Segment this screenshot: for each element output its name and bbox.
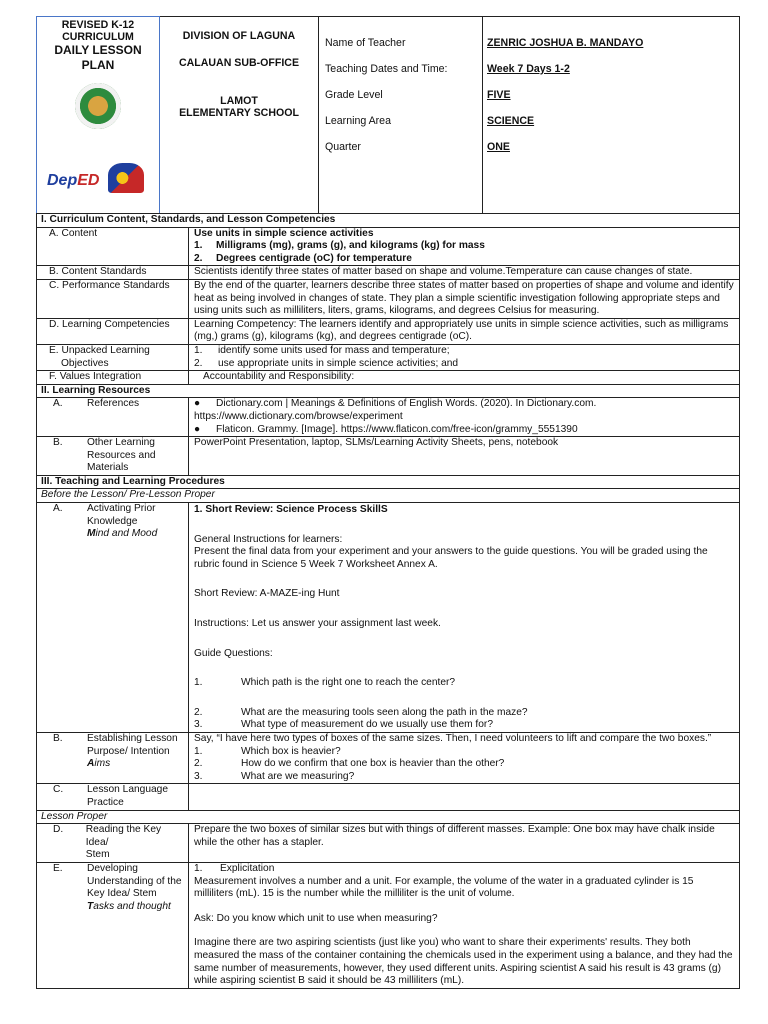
developing-line-1: Developing: [87, 862, 138, 874]
teacher-name: ZENRIC JOSHUA B. MANDAYO: [487, 37, 644, 49]
objective-2: use appropriate units in simple science activities; and: [218, 357, 459, 369]
establishing-cell: [189, 733, 740, 784]
establishing-initial: A: [87, 758, 95, 770]
key-idea-line-2: Stem: [85, 849, 110, 861]
establishing-line-2: Purpose/ Intention: [87, 745, 170, 757]
other-resources-letter: B.: [53, 437, 63, 449]
olr-line-1: Other Learning: [87, 437, 155, 449]
activating-letter: A.: [53, 503, 63, 515]
references-letter: A.: [53, 398, 63, 410]
general-instructions-heading: General Instructions for learners:: [194, 533, 343, 545]
learning-competencies-text: Learning Competency: The learners identify and appropriately use units in simple science activities, such as milligrams (mg,) grams (g), kilograms (kg), and degrees centigrade (oC).: [189, 318, 740, 344]
short-review-title: Short Review: A-MAZE-ing Hunt: [194, 588, 340, 600]
question-num-3: 3.: [194, 719, 203, 731]
developing-line-3: Key Idea/ Stem: [87, 888, 157, 900]
guide-questions-heading: Guide Questions:: [194, 647, 273, 659]
key-idea-letter: D.: [53, 824, 64, 836]
content-standards-label: B. Content Standards: [37, 266, 189, 280]
content-line-3: Degrees centigrade (oC) for temperature: [216, 252, 412, 264]
establishing-line-1: Establishing Lesson: [87, 733, 178, 744]
developing-label: [37, 862, 189, 988]
content-line-1: Use units in simple science activities: [194, 227, 374, 239]
grade-level: FIVE: [487, 89, 511, 101]
developing-letter: E.: [53, 862, 63, 874]
content-num-2: 2.: [194, 252, 203, 264]
developing-initial: T: [87, 900, 94, 912]
suboffice-name: CALAUAN SUB-OFFICE: [178, 56, 300, 69]
header-labels-cell: [319, 17, 483, 214]
content-num-1: 1.: [194, 240, 203, 252]
dates-label: Teaching Dates and Time:: [325, 63, 448, 75]
other-resources-text: PowerPoint Presentation, laptop, SLMs/Learning Activity Sheets, pens, notebook: [189, 437, 740, 476]
general-instructions-text: Present the final data from your experiment and your answers to the guide questions. You will be graded using the rubric found in Science 5 Week 7 Worksheet Annex A.: [194, 546, 708, 570]
establishing-label: [37, 733, 189, 784]
key-idea-text: Prepare the two boxes of similar sizes but with things of different masses. Example: One box may have chalk inside while the other has a stapler.: [189, 824, 740, 863]
b-question-2: How do we confirm that one box is heavier than the other?: [241, 758, 505, 770]
question-num-1: 1.: [194, 677, 203, 689]
language-practice-cell: [189, 784, 740, 810]
curriculum-line-1: REVISED K-12: [61, 19, 135, 31]
establishing-letter: B.: [53, 733, 63, 744]
content-standards-text: Scientists identify three states of matter based on shape and volume.Temperature can cause changes of state.: [189, 266, 740, 280]
activating-label: [37, 503, 189, 733]
values-integration-label: F. Values Integration: [37, 371, 189, 385]
question-num-2: 2.: [194, 706, 203, 718]
lesson-table: [36, 213, 740, 989]
content-line-2: Milligrams (mg), grams (g), and kilograms (kg) for mass: [216, 240, 485, 252]
explicitation-paragraph-1: Measurement involves a number and a unit. For example, the volume of the water in a graduated cylinder is 15 milliliters (mL). 15 is the number while the milliliter is the unit of volume.: [194, 875, 694, 900]
explicitation-ask: Ask: Do you know which unit to use when measuring?: [194, 912, 438, 924]
before-lesson-heading: Before the Lesson/ Pre-Lesson Proper: [37, 489, 740, 503]
olr-line-2: Resources and: [87, 449, 156, 461]
section-1-heading: I. Curriculum Content, Standards, and Lesson Competencies: [37, 214, 740, 228]
key-idea-label: [37, 824, 189, 863]
activating-subtitle: ind and Mood: [95, 528, 158, 540]
lesson-plan-document: [36, 16, 739, 989]
activating-initial: M: [87, 528, 96, 540]
teaching-dates: Week 7 Days 1-2: [487, 63, 570, 75]
deped-logo-icon: DepED: [47, 171, 100, 189]
references-cell: [189, 398, 740, 437]
b-question-num-2: 2.: [194, 758, 203, 770]
header-values-cell: [483, 17, 740, 214]
curriculum-line-2: CURRICULUM: [62, 31, 134, 43]
other-resources-label: [37, 437, 189, 476]
quarter-value: ONE: [487, 141, 510, 153]
b-question-num-3: 3.: [194, 770, 203, 782]
b-question-1: Which box is heavier?: [241, 745, 341, 757]
header-table: [36, 16, 740, 214]
references-label-text: References: [87, 398, 140, 410]
division-name: DIVISION OF LAGUNA: [182, 30, 296, 42]
objective-num-2: 2.: [194, 357, 203, 369]
guide-question-2: What are the measuring tools seen along the path in the maze?: [241, 706, 528, 718]
activating-line-1: Activating Prior: [87, 503, 156, 515]
objective-1: identify some units used for mass and temperature;: [218, 344, 450, 356]
dlp-title-line-2: PLAN: [81, 58, 115, 72]
developing-cell: [189, 862, 740, 988]
establishing-subtitle: ims: [94, 758, 111, 770]
explicitation-num: 1.: [194, 862, 203, 874]
language-practice-label: [37, 784, 189, 810]
learning-area: SCIENCE: [487, 115, 535, 127]
area-label: Learning Area: [325, 115, 391, 127]
developing-subtitle: asks and thought: [93, 900, 171, 912]
performance-standards-label: C. Performance Standards: [37, 279, 189, 318]
values-integration-text: Accountability and Responsibility:: [189, 371, 740, 385]
reference-1-url: https://www.dictionary.com/browse/experiment: [194, 410, 403, 422]
instructions-text: Instructions: Let us answer your assignment last week.: [194, 618, 441, 630]
unpacked-label-line-1: E. Unpacked Learning: [49, 344, 150, 356]
language-practice-line-1: Lesson Language: [87, 784, 169, 796]
grade-label: Grade Level: [325, 89, 383, 101]
activating-line-2: Knowledge: [87, 515, 138, 527]
explicitation-heading: Explicitation: [220, 862, 275, 874]
bullet-icon: ●: [194, 423, 201, 435]
olr-line-3: Materials: [87, 462, 129, 474]
language-practice-letter: C.: [53, 784, 64, 796]
developing-line-2: Understanding of the: [87, 875, 182, 887]
division-cell: [160, 17, 319, 214]
b-question-3: What are we measuring?: [241, 770, 355, 782]
key-idea-line-1: Reading the Key Idea/: [85, 824, 162, 848]
establishing-say: Say, “I have here two types of boxes of the same sizes. Then, I need volunteers to lift and compare the two boxes.”: [194, 733, 712, 744]
logo-cell: [37, 17, 160, 214]
guide-question-3: What type of measurement do we usually use them for?: [241, 719, 493, 731]
bagong-pilipinas-logo-icon: [108, 163, 144, 193]
lesson-proper-heading: Lesson Proper: [37, 810, 740, 824]
activating-title: 1. Short Review: Science Process SkillS: [194, 504, 388, 516]
content-label: A. Content: [37, 227, 189, 266]
section-2-heading: II. Learning Resources: [37, 384, 740, 398]
reference-1: Dictionary.com | Meanings & Definitions of English Words. (2020). In Dictionary.com.: [216, 398, 597, 410]
unpacked-label-line-2: Objectives: [61, 357, 109, 369]
unpacked-objectives-label: [37, 344, 189, 370]
school-seal-icon: [75, 83, 121, 129]
guide-question-1: Which path is the right one to reach the center?: [241, 677, 456, 689]
unpacked-objectives-cell: [189, 344, 740, 370]
school-line-2: ELEMENTARY SCHOOL: [179, 107, 299, 120]
section-3-heading: III. Teaching and Learning Procedures: [37, 475, 740, 489]
performance-standards-text: By the end of the quarter, learners describe three states of matter based on properties of shape and volume and identify heat as being involved in changes of state. They plan a simple scientific investigation following appropriate steps and using units such as milliliters, liters, grams, kilograms, and degrees Celsius for measuring.: [189, 279, 740, 318]
references-label: [37, 398, 189, 437]
b-question-num-1: 1.: [194, 745, 203, 757]
content-cell: [189, 227, 740, 266]
learning-competencies-label: D. Learning Competencies: [37, 318, 189, 344]
language-practice-line-2: Practice: [87, 796, 124, 808]
reference-2: Flaticon. Grammy. [Image]. https://www.flaticon.com/free-icon/grammy_5551390: [216, 423, 578, 435]
quarter-label: Quarter: [325, 141, 361, 153]
activating-cell: [189, 503, 740, 733]
objective-num-1: 1.: [194, 344, 203, 356]
teacher-label: Name of Teacher: [325, 37, 406, 49]
explicitation-paragraph-2: Imagine there are two aspiring scientists (just like you) who want to share their experiments' results. They both measured the mass of the container containing the chemicals used in the experiment using a balance, and they had the same number of measurements, however, they used different units. Aspiring scientist A said his result is 43 grams (g) while aspiring scientist B said it should be 43 milliliters (mL).: [194, 937, 733, 987]
bullet-icon: ●: [194, 398, 201, 410]
dlp-title-line-1: DAILY LESSON: [54, 43, 142, 57]
school-line-1: LAMOT: [220, 95, 258, 108]
